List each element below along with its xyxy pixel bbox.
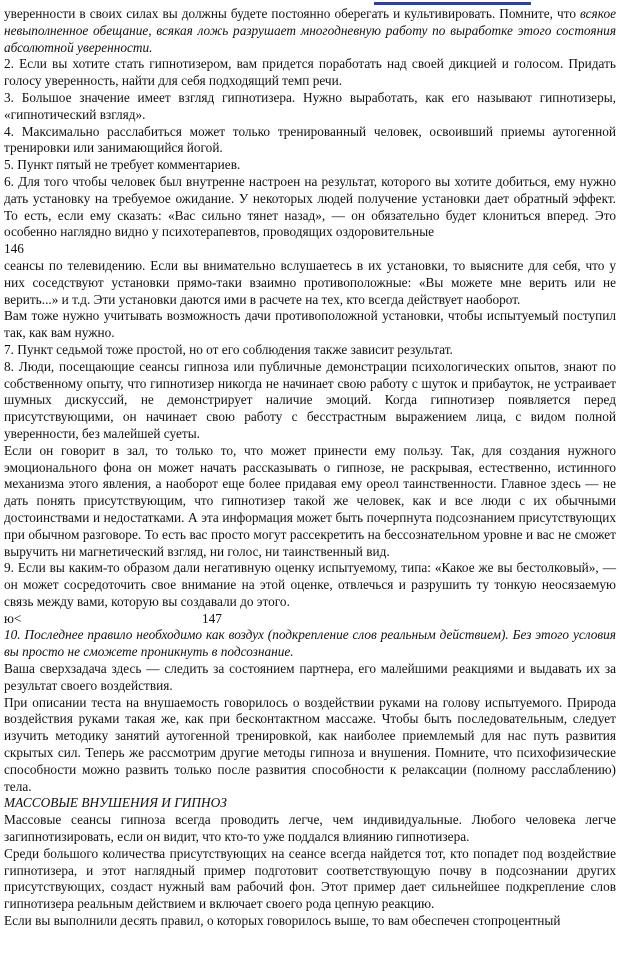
page-number: 147 xyxy=(202,610,222,626)
section-heading: МАССОВЫЕ ВНУШЕНИЯ И ГИПНОЗ xyxy=(4,795,227,811)
italic-text-run: всякое невыполненное обещание, всякая ложь разрушает многодневную работу по выработке этого состояния абсолютной уверенности. xyxy=(4,6,616,55)
document-page xyxy=(4,6,616,930)
paragraph: Если он говорит в зал, то только то, что может принести ему пользу. Так, для создания нужного эмоционального фона он может начать рассказывать о гипнозе, не раскрывая, естественно, истинного механизма этого явления, а наоборот еще более придавая ему ореол таинственности. Главное здесь — не дать понять присутствующим, что гипнотизер такой же человек, как и все люди с их обычными достоинствами и недостатками. А эта информация может быть почерпнута подсознанием присутствующих при обычном разговоре. То есть вас просто могут рассекретить на бессознательном уровне и вас не сможет выручить ни магнетический взгляд, ни голос, ни таинственный вид. xyxy=(4,442,616,559)
paragraph: Среди большого количества присутствующих на сеансе всегда найдется тот, кто попадет под воздействие гипнотизера, и этот наглядный пример подготовит соответствующую почву в подсознании других присутствующих, создаст нужный вам рабочий фон. Этот пример дает сильнейшее подкрепление слов гипнотизера реальным действием и включает своего рода цепную реакцию. xyxy=(4,845,616,912)
scan-marker: ю< xyxy=(4,610,22,626)
rule-4-paragraph: 4. Максимально расслабиться может только тренированный человек, освоивший приемы аутогенной тренировки или занимающийся йогой. xyxy=(4,123,616,156)
rule-8-paragraph: 8. Люди, посещающие сеансы гипноза или публичные демонстрации психологических опытов, знают по собственному опыту, что гипнотизер никогда не начинает свою работу с шуток и прибауток, не устраивает шумных дискуссий, не демонстрирует наличие эмоций. Когда гипнотизер появляется перед присутствующими, он начинает свою работу с бесстрастным выражением лица, с видом полной уверенности, без малейшей суеты. xyxy=(4,358,616,441)
paragraph: Ваша сверхзадача здесь — следить за состоянием партнера, его малейшими реакциями и выдавать их за результат своего воздействия. xyxy=(4,661,616,693)
top-accent-line xyxy=(374,2,531,5)
text-run: уверенности в своих силах вы должны будете постоянно оберегать и культивировать. Помните, что xyxy=(4,6,581,21)
page-number: 146 xyxy=(4,241,24,257)
paragraph: Если вы выполнили десять правил, о которых говорилось выше, то вам обеспечен стопроцентный xyxy=(4,913,561,929)
rule-9-paragraph: 9. Если вы каким-то образом дали негативную оценку испытуемому, типа: «Какое же вы бестолковый», — он может сосредоточить свое внимание на этой оценке, отвлечься и разрушить ту тонкую неосязаемую связь между вами, которую вы создавали до этого. xyxy=(4,560,616,609)
rule-10-paragraph: 10. Последнее правило необходимо как воздух (подкрепление слов реальным действием). Без этого условия вы просто не сможете проникнуть в подсознание. xyxy=(4,627,616,660)
rule-3-paragraph: 3. Большое значение имеет взгляд гипнотизера. Нужно выработать, как его называют гипнотизеры, «гипнотический взгляд». xyxy=(4,89,616,122)
page-break-line xyxy=(4,611,616,628)
paragraph: Вам тоже нужно учитывать возможность дачи противоположной установки, чтобы испытуемый поступил так, как вам нужно. xyxy=(4,308,616,341)
rule-6-paragraph: 6. Для того чтобы человек был внутренне настроен на результат, которого вы хотите добиться, ему нужно дать установку на требуемое ожидание. У некоторых людей получение установки дает обратный эффект. То есть, если ему сказать: «Вас сильно тянет назад», — он обязательно будет клониться вперед. Это особенно наглядно видно у психотерапевтов, проводящих оздоровительные xyxy=(4,173,616,240)
paragraph: Массовые сеансы гипноза всегда проводить легче, чем индивидуальные. Любого человека легче загипнотизировать, если он видит, что кто-то уже поддался влиянию гипнотизера. xyxy=(4,812,616,845)
rule-5-paragraph: 5. Пункт пятый не требует комментариев. xyxy=(4,157,241,173)
rule-2-paragraph: 2. Если вы хотите стать гипнотизером, вам придется поработать над своей дикцией и голосом. Придать голосу уверенность, найти для себя подходящий темп речи. xyxy=(4,56,616,89)
paragraph: При описании теста на внушаемость говорилось о воздействии руками на голову испытуемого. Природа воздействия руками такая же, как при бесконтактном массаже. Чтобы быть последовательным, следует изучить методику занятий аутогенной тренировкой, как наиболее приемлемый для нас путь развития скрытых сил. Теперь же рассмотрим другие методы гипноза и внушения. Помните, что психофизические способности можно развить только после развития способности к релаксации (полному расслаблению) тела. xyxy=(4,694,616,794)
rule-7-paragraph: 7. Пункт седьмой тоже простой, но от его соблюдения также зависит результат. xyxy=(4,341,453,357)
paragraph: сеансы по телевидению. Если вы внимательно вслушаетесь в их установки, то выясните для себя, что у них соседствуют установки прямо-таки взаимно противоположные: «Вы можете мне верить или не верить...» и т.д. Эти установки даются ими в расчете на тех, кто всегда действует наоборот. xyxy=(4,257,616,307)
paragraph xyxy=(4,6,616,56)
